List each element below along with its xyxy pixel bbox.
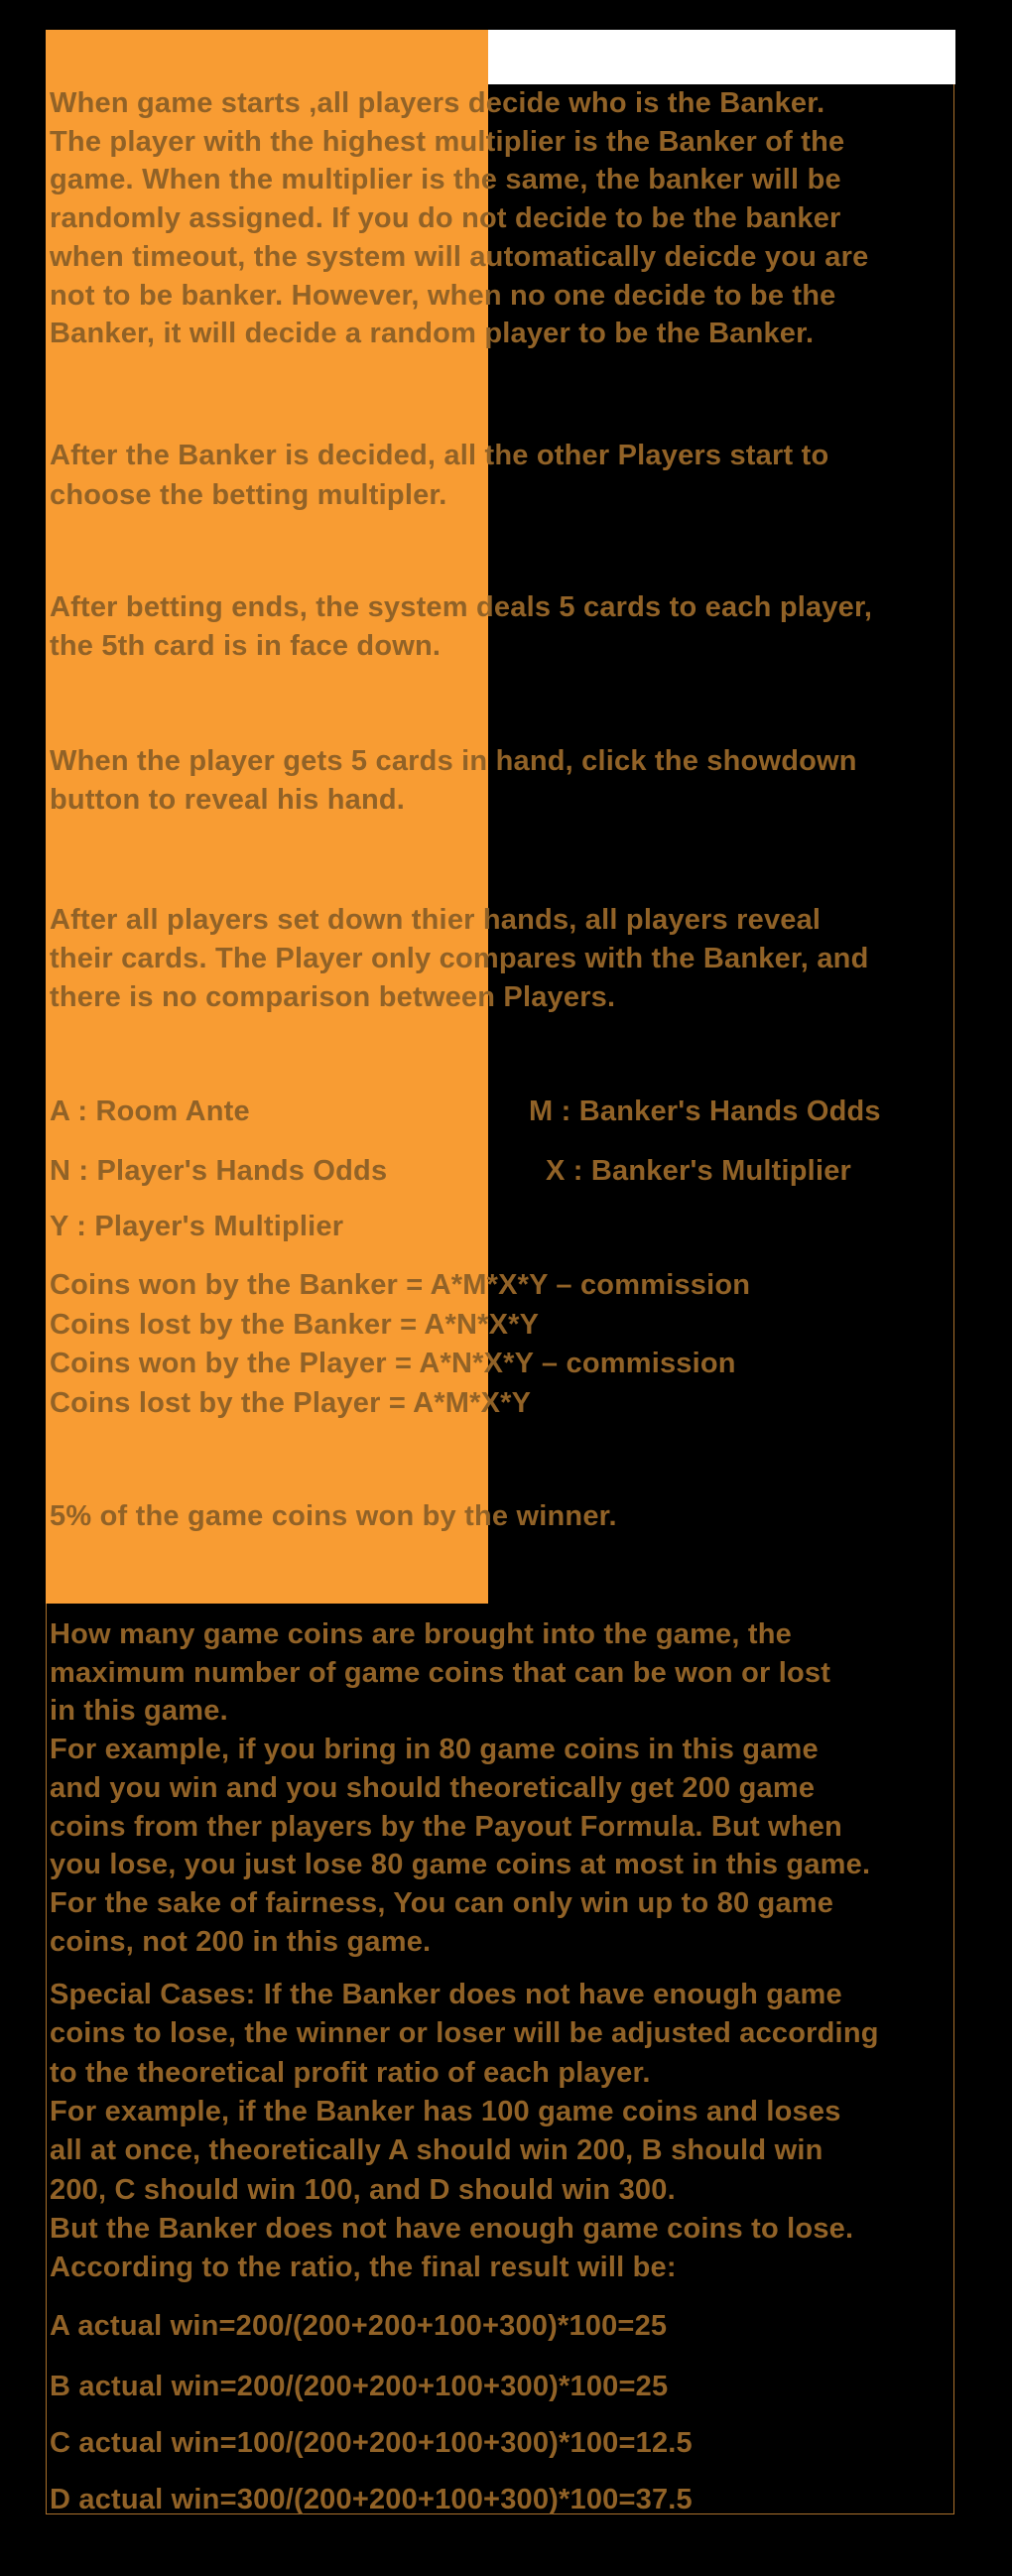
rules-line: you lose, you just lose 80 game coins at most in this game. — [50, 1849, 871, 1880]
rules-line: coins to lose, the winner or loser will be adjusted according — [50, 2017, 879, 2049]
actual-win-line: C actual win=100/(200+200+100+300)*100=12.5 — [50, 2427, 693, 2459]
rules-line: when timeout, the system will automatically deicde you are — [50, 241, 869, 273]
payout-formula-line: Coins lost by the Player = A*M*X*Y — [50, 1387, 532, 1419]
actual-win-line: B actual win=200/(200+200+100+300)*100=25 — [50, 2371, 669, 2402]
rules-line: game. When the multiplier is the same, the banker will be — [50, 164, 841, 195]
legend-player-multiplier: Y : Player's Multiplier — [50, 1211, 344, 1242]
rules-line: and you win and you should theoretically get 200 game — [50, 1772, 816, 1804]
rules-line: the 5th card is in face down. — [50, 630, 442, 662]
rules-line: When the player gets 5 cards in hand, click the showdown — [50, 745, 857, 777]
rules-line: choose the betting multipler. — [50, 479, 447, 511]
rules-line: in this game. — [50, 1695, 228, 1727]
rules-line: button to reveal his hand. — [50, 784, 406, 816]
rules-line: randomly assigned. If you do not decide to be the banker — [50, 202, 841, 234]
rules-line: Banker, it will decide a random player to be the Banker. — [50, 318, 815, 349]
rules-line: Special Cases: If the Banker does not have enough game — [50, 1979, 842, 2010]
rules-line: not to be banker. However, when no one decide to be the — [50, 280, 836, 312]
commission-note: 5% of the game coins won by the winner. — [50, 1500, 617, 1532]
rules-line: After the Banker is decided, all the other Players start to — [50, 440, 829, 471]
rules-line: For example, if the Banker has 100 game coins and loses — [50, 2096, 841, 2127]
legend-room-ante: A : Room Ante — [50, 1095, 250, 1127]
rules-line: According to the ratio, the final result will be: — [50, 2252, 677, 2283]
rules-line: When game starts ,all players decide who is the Banker. — [50, 87, 825, 119]
rules-line: their cards. The Player only compares with the Banker, and — [50, 943, 869, 974]
rules-line: maximum number of game coins that can be won or lost — [50, 1657, 831, 1689]
payout-formula-line: Coins won by the Player = A*N*X*Y – commission — [50, 1348, 736, 1379]
legend-banker-multiplier: X : Banker's Multiplier — [546, 1155, 852, 1187]
rules-line: there is no comparison between Players. — [50, 981, 616, 1013]
header-white-bar — [488, 30, 955, 84]
rules-line: 200, C should win 100, and D should win 300. — [50, 2174, 676, 2206]
actual-win-line: D actual win=300/(200+200+100+300)*100=37.5 — [50, 2484, 693, 2515]
rules-line: to the theoretical profit ratio of each player. — [50, 2057, 651, 2089]
rules-line: After betting ends, the system deals 5 cards to each player, — [50, 591, 873, 623]
rules-line: For example, if you bring in 80 game coins in this game — [50, 1734, 819, 1765]
payout-formula-line: Coins won by the Banker = A*M*X*Y – commission — [50, 1269, 751, 1301]
rules-line: coins from ther players by the Payout Formula. But when — [50, 1811, 842, 1843]
payout-formula-line: Coins lost by the Banker = A*N*X*Y — [50, 1309, 540, 1341]
legend-player-hands-odds: N : Player's Hands Odds — [50, 1155, 388, 1187]
rules-line: After all players set down thier hands, all players reveal — [50, 904, 822, 936]
rules-line: For the sake of fairness, You can only win up to 80 game — [50, 1887, 834, 1919]
legend-banker-hands-odds: M : Banker's Hands Odds — [529, 1095, 881, 1127]
rules-line: all at once, theoretically A should win 200, B should win — [50, 2134, 823, 2166]
rules-line: But the Banker does not have enough game coins to lose. — [50, 2213, 854, 2245]
actual-win-line: A actual win=200/(200+200+100+300)*100=25 — [50, 2310, 668, 2342]
rules-line: coins, not 200 in this game. — [50, 1926, 432, 1958]
rules-line: The player with the highest multiplier is the Banker of the — [50, 126, 845, 158]
rules-line: How many game coins are brought into the game, the — [50, 1618, 792, 1650]
